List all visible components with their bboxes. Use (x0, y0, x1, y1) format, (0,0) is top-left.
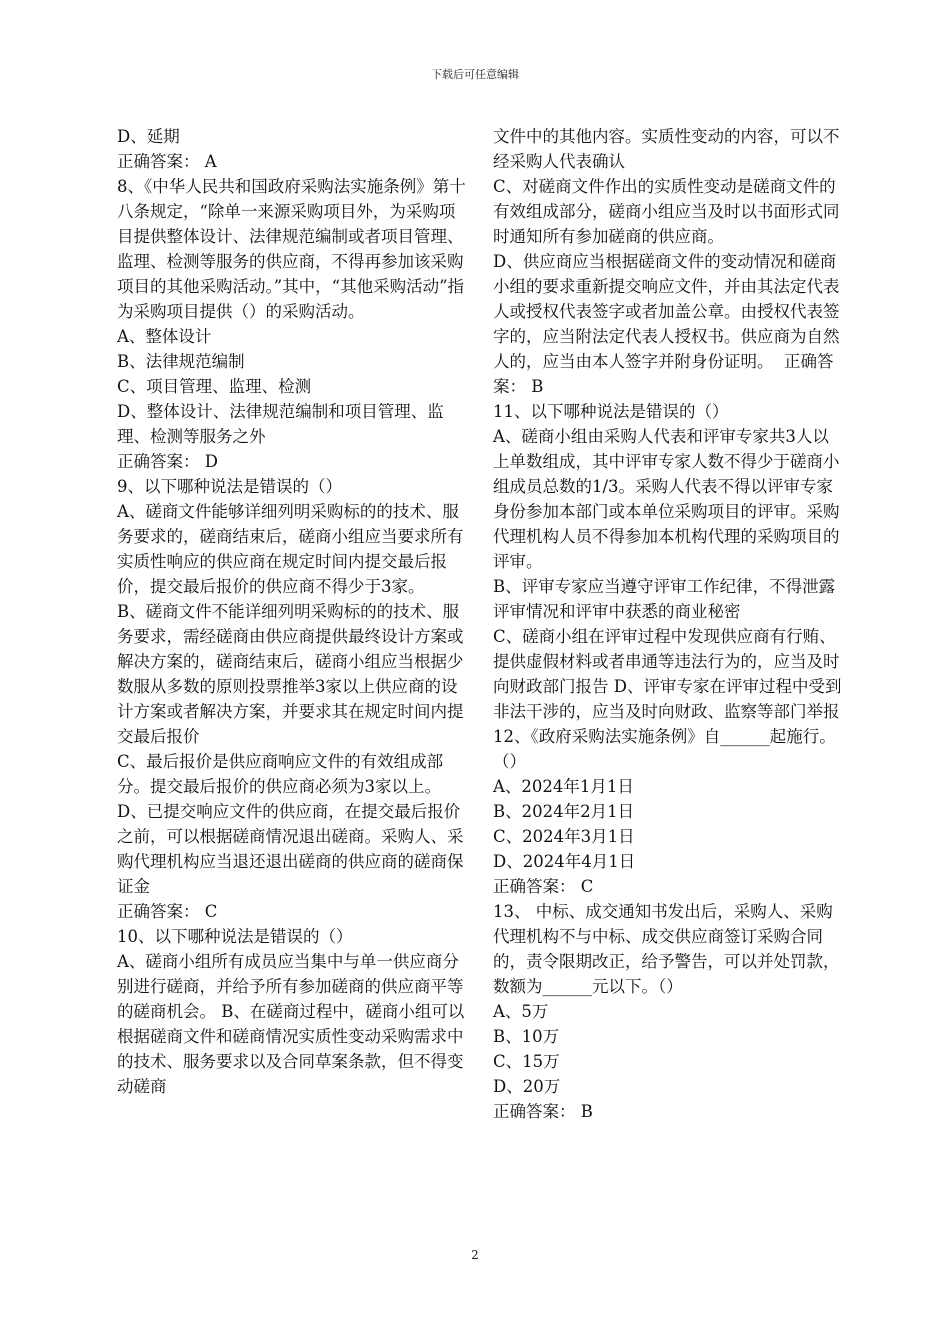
option-d: D、20万 (493, 1077, 561, 1096)
option-d: D、供应商应当根据磋商文件的变动情况和磋商小组的要求重新提交响应文件，并由其法定代表人或授权代表签字或者加盖公章。由授权代表签字的，应当附法定代表人授权书。供应商为自然人的，应当由本人签字并附身份证明。 正确答案： B (493, 252, 840, 396)
question-8: 8、《中华人民共和国政府采购法实施条例》第十八条规定，“除单一来源采购项目外，为采购项目提供整体设计、法律规范编制或者项目管理、监理、检测等服务的供应商，不得再参加该采购项目的其他采购活动。”其中，“其他采购活动”指为采购项目提供（）的采购活动。 (117, 177, 466, 321)
option-a: A、磋商小组由采购人代表和评审专家共3人以上单数组成，其中评审专家人数不得少于磋商小组成员总数的1/3。采购人代表不得以评审专家身份参加本部门或本单位采购项目的评审。采购代理机构人员不得参加本机构代理的采购项目的评审。 (493, 427, 840, 571)
option-c: C、最后报价是供应商响应文件的有效组成部分。提交最后报价的供应商必须为3家以上。 (117, 752, 444, 796)
answer-line: 正确答案： B (493, 1102, 593, 1121)
question-9: 9、以下哪种说法是错误的（） (117, 477, 342, 496)
option-a: A、5万 (493, 1002, 549, 1021)
option-d: D、2024年4月1日 (493, 852, 636, 871)
option-b: B、2024年2月1日 (493, 802, 635, 821)
answer-line: 正确答案： C (493, 877, 594, 896)
option-b: B、10万 (493, 1027, 560, 1046)
option-c: C、2024年3月1日 (493, 827, 635, 846)
question-13: 13、 中标、成交通知书发出后，采购人、采购代理机构不与中标、成交供应商签订采购合同的，责令限期改正，给予警告，可以并处罚款，数额为______元以下。（） (493, 902, 840, 996)
option-b: B、法律规范编制 (117, 352, 245, 371)
option-d: D、已提交响应文件的供应商，在提交最后报价之前，可以根据磋商情况退出磋商。采购人、采购代理机构应当退还退出磋商的供应商的磋商保证金 (117, 802, 464, 896)
option-c: C、对磋商文件作出的实质性变动是磋商文件的有效组成部分，磋商小组应当及时以书面形式同时通知所有参加磋商的供应商。 (493, 177, 840, 246)
option-a: A、2024年1月1日 (493, 777, 634, 796)
option-a: A、磋商文件能够详细列明采购标的的技术、服务要求的，磋商结束后，磋商小组应当要求所有实质性响应的供应商在规定时间内提交最后报价，提交最后报价的供应商不得少于3家。 (117, 502, 464, 596)
answer-line: 正确答案： D (117, 452, 218, 471)
option-c: C、15万 (493, 1052, 560, 1071)
left-column (117, 124, 469, 1099)
answer-line: 正确答案： A (117, 152, 217, 171)
option-b: B、评审专家应当遵守评审工作纪律，不得泄露评审情况和评审中获悉的商业秘密 (493, 577, 836, 621)
text-continuation: 文件中的其他内容。实质性变动的内容，可以不经采购人代表确认 (493, 127, 840, 171)
question-10: 10、以下哪种说法是错误的（） (117, 927, 353, 946)
option-a: A、整体设计 (117, 327, 212, 346)
option-c: C、项目管理、监理、检测 (117, 377, 312, 396)
option-a-b: A、磋商小组所有成员应当集中与单一供应商分别进行磋商，并给予所有参加磋商的供应商平等的磋商机会。 B、在磋商过程中，磋商小组可以根据磋商文件和磋商情况实质性变动采购需求中的技术、服务要求以及合同草案条款，但不得变动磋商 (117, 952, 465, 1096)
answer-line: 正确答案： C (117, 902, 218, 921)
right-column (493, 124, 845, 1124)
option-d: D、整体设计、法律规范编制和项目管理、监理、检测等服务之外 (117, 402, 444, 446)
page-header: 下载后可任意编辑 (431, 68, 519, 81)
page-number: 2 (471, 1248, 479, 1262)
option-b: B、磋商文件不能详细列明采购标的的技术、服务要求，需经磋商由供应商提供最终设计方案或解决方案的，磋商结束后，磋商小组应当根据少数服从多数的原则投票推举3家以上供应商的设计方案或者解决方案，并要求其在规定时间内提交最后报价 (117, 602, 464, 746)
question-11: 11、以下哪种说法是错误的（） (493, 402, 729, 421)
text-line: D、延期 (117, 127, 180, 146)
option-c-d: C、磋商小组在评审过程中发现供应商有行贿、提供虚假材料或者串通等违法行为的，应当及时向财政部门报告 D、评审专家在评审过程中受到非法干涉的，应当及时向财政、监察等部门举报 (493, 627, 842, 721)
question-12: 12、《政府采购法实施条例》自______起施行。（） (493, 727, 836, 771)
